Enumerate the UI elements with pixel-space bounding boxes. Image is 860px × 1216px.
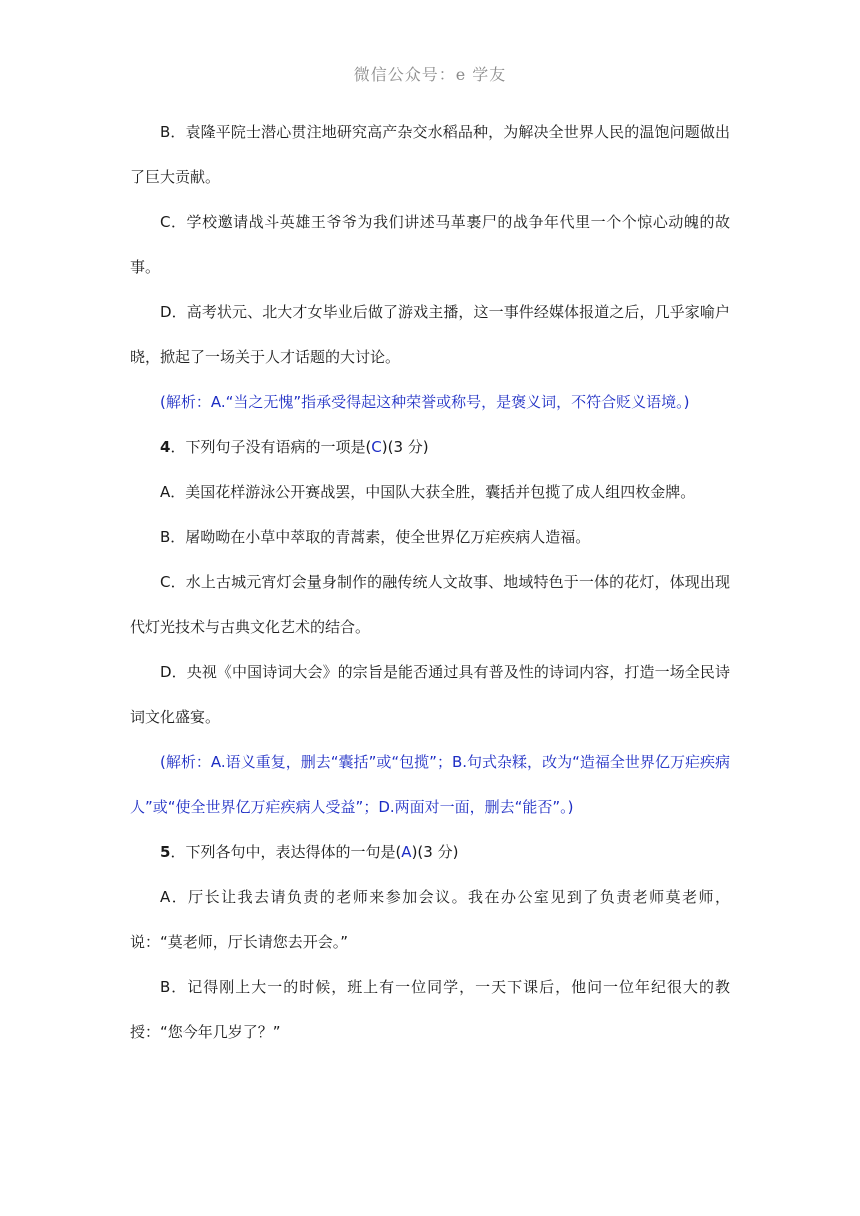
q4-analysis: (解析：A.语义重复，删去“囊括”或“包揽”；B.句式杂糅，改为“造福全世界亿万疟疾病人”或“使全世界亿万疟疾病人受益”；D.两面对一面，删去“能否”。) bbox=[130, 753, 730, 816]
q5-option-b: B．记得刚上大一的时候，班上有一位同学，一天下课后，他问一位年纪很大的教授：“您今年几岁了？” bbox=[130, 978, 730, 1041]
q4-score: )(3 分) bbox=[381, 438, 429, 456]
q4-stem bbox=[130, 425, 730, 470]
q4-option-d: D．央视《中国诗词大会》的宗旨是能否通过具有普及性的诗词内容，打造一场全民诗词文化盛宴。 bbox=[130, 663, 730, 726]
q5-number: 5 bbox=[160, 843, 171, 861]
q3-option-d: D．高考状元、北大才女毕业后做了游戏主播，这一事件经媒体报道之后，几乎家喻户晓，掀起了一场关于人才话题的大讨论。 bbox=[130, 303, 730, 366]
q4-option-c: C．水上古城元宵灯会量身制作的融传统人文故事、地域特色于一体的花灯，体现出现代灯光技术与古典文化艺术的结合。 bbox=[130, 573, 730, 636]
document-body bbox=[130, 110, 730, 1055]
q4-option-b: B．屠呦呦在小草中萃取的青蒿素，使全世界亿万疟疾病人造福。 bbox=[160, 528, 591, 546]
page-header-watermark: 微信公众号：e 学友 bbox=[353, 65, 507, 84]
q4-option-a: A．美国花样游泳公开赛战罢，中国队大获全胜，囊括并包揽了成人组四枚金牌。 bbox=[160, 483, 696, 501]
q3-option-b: B．袁隆平院士潜心贯注地研究高产杂交水稻品种，为解决全世界人民的温饱问题做出了巨大贡献。 bbox=[130, 123, 730, 186]
q3-analysis: (解析：A.“当之无愧”指承受得起这种荣誉或称号，是褒义词，不符合贬义语境。) bbox=[160, 393, 690, 411]
q5-answer: A bbox=[401, 843, 412, 861]
q5-stem-text: ．下列各句中，表达得体的一句是( bbox=[170, 843, 402, 861]
q4-answer: C bbox=[371, 438, 382, 456]
q5-option-a: A．厅长让我去请负责的老师来参加会议。我在办公室见到了负责老师莫老师，说：“莫老师，厅长请您去开会。” bbox=[130, 888, 730, 951]
q4-number: 4 bbox=[160, 438, 171, 456]
q3-option-c: C．学校邀请战斗英雄王爷爷为我们讲述马革裹尸的战争年代里一个个惊心动魄的故事。 bbox=[130, 213, 730, 276]
q5-stem bbox=[130, 830, 730, 875]
q4-stem-text: ．下列句子没有语病的一项是( bbox=[170, 438, 372, 456]
q5-score: )(3 分) bbox=[411, 843, 459, 861]
